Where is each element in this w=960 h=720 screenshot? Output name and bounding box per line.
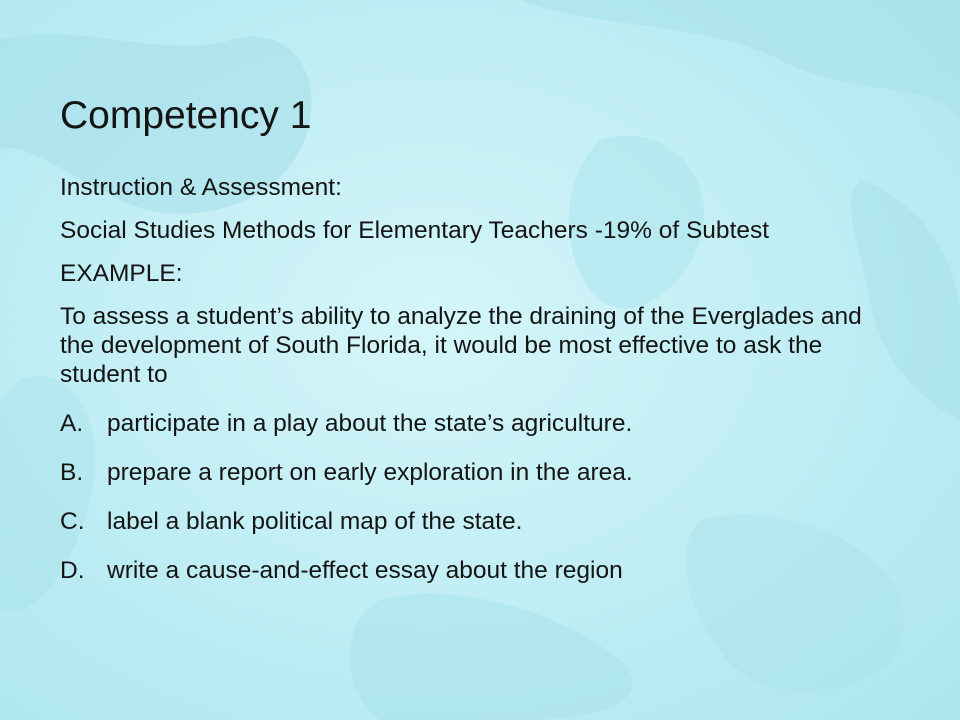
answer-options [60, 409, 880, 585]
option-text: participate in a play about the state’s agriculture. [107, 410, 633, 437]
option-letter: D. [60, 557, 85, 584]
option-text: prepare a report on early exploration in the area. [107, 459, 633, 486]
option-text: write a cause-and-effect essay about the region [107, 557, 623, 584]
section-label: Instruction & Assessment: [60, 174, 342, 201]
answer-option-b [60, 458, 880, 487]
question-stem: To assess a student’s ability to analyze the draining of the Everglades and the development of South Florida, it would be most effective to ask the student to [60, 303, 862, 388]
subject-description: Social Studies Methods for Elementary Teachers -19% of Subtest [60, 217, 770, 244]
example-label: EXAMPLE: [60, 260, 183, 287]
slide-body [60, 173, 880, 605]
answer-option-a [60, 409, 880, 438]
option-letter: B. [60, 459, 84, 486]
answer-option-d [60, 556, 880, 585]
slide-title: Competency 1 [60, 94, 312, 137]
option-letter: A. [60, 410, 84, 437]
option-letter: C. [60, 508, 85, 535]
option-text: label a blank political map of the state. [107, 508, 523, 535]
answer-option-c [60, 507, 880, 536]
